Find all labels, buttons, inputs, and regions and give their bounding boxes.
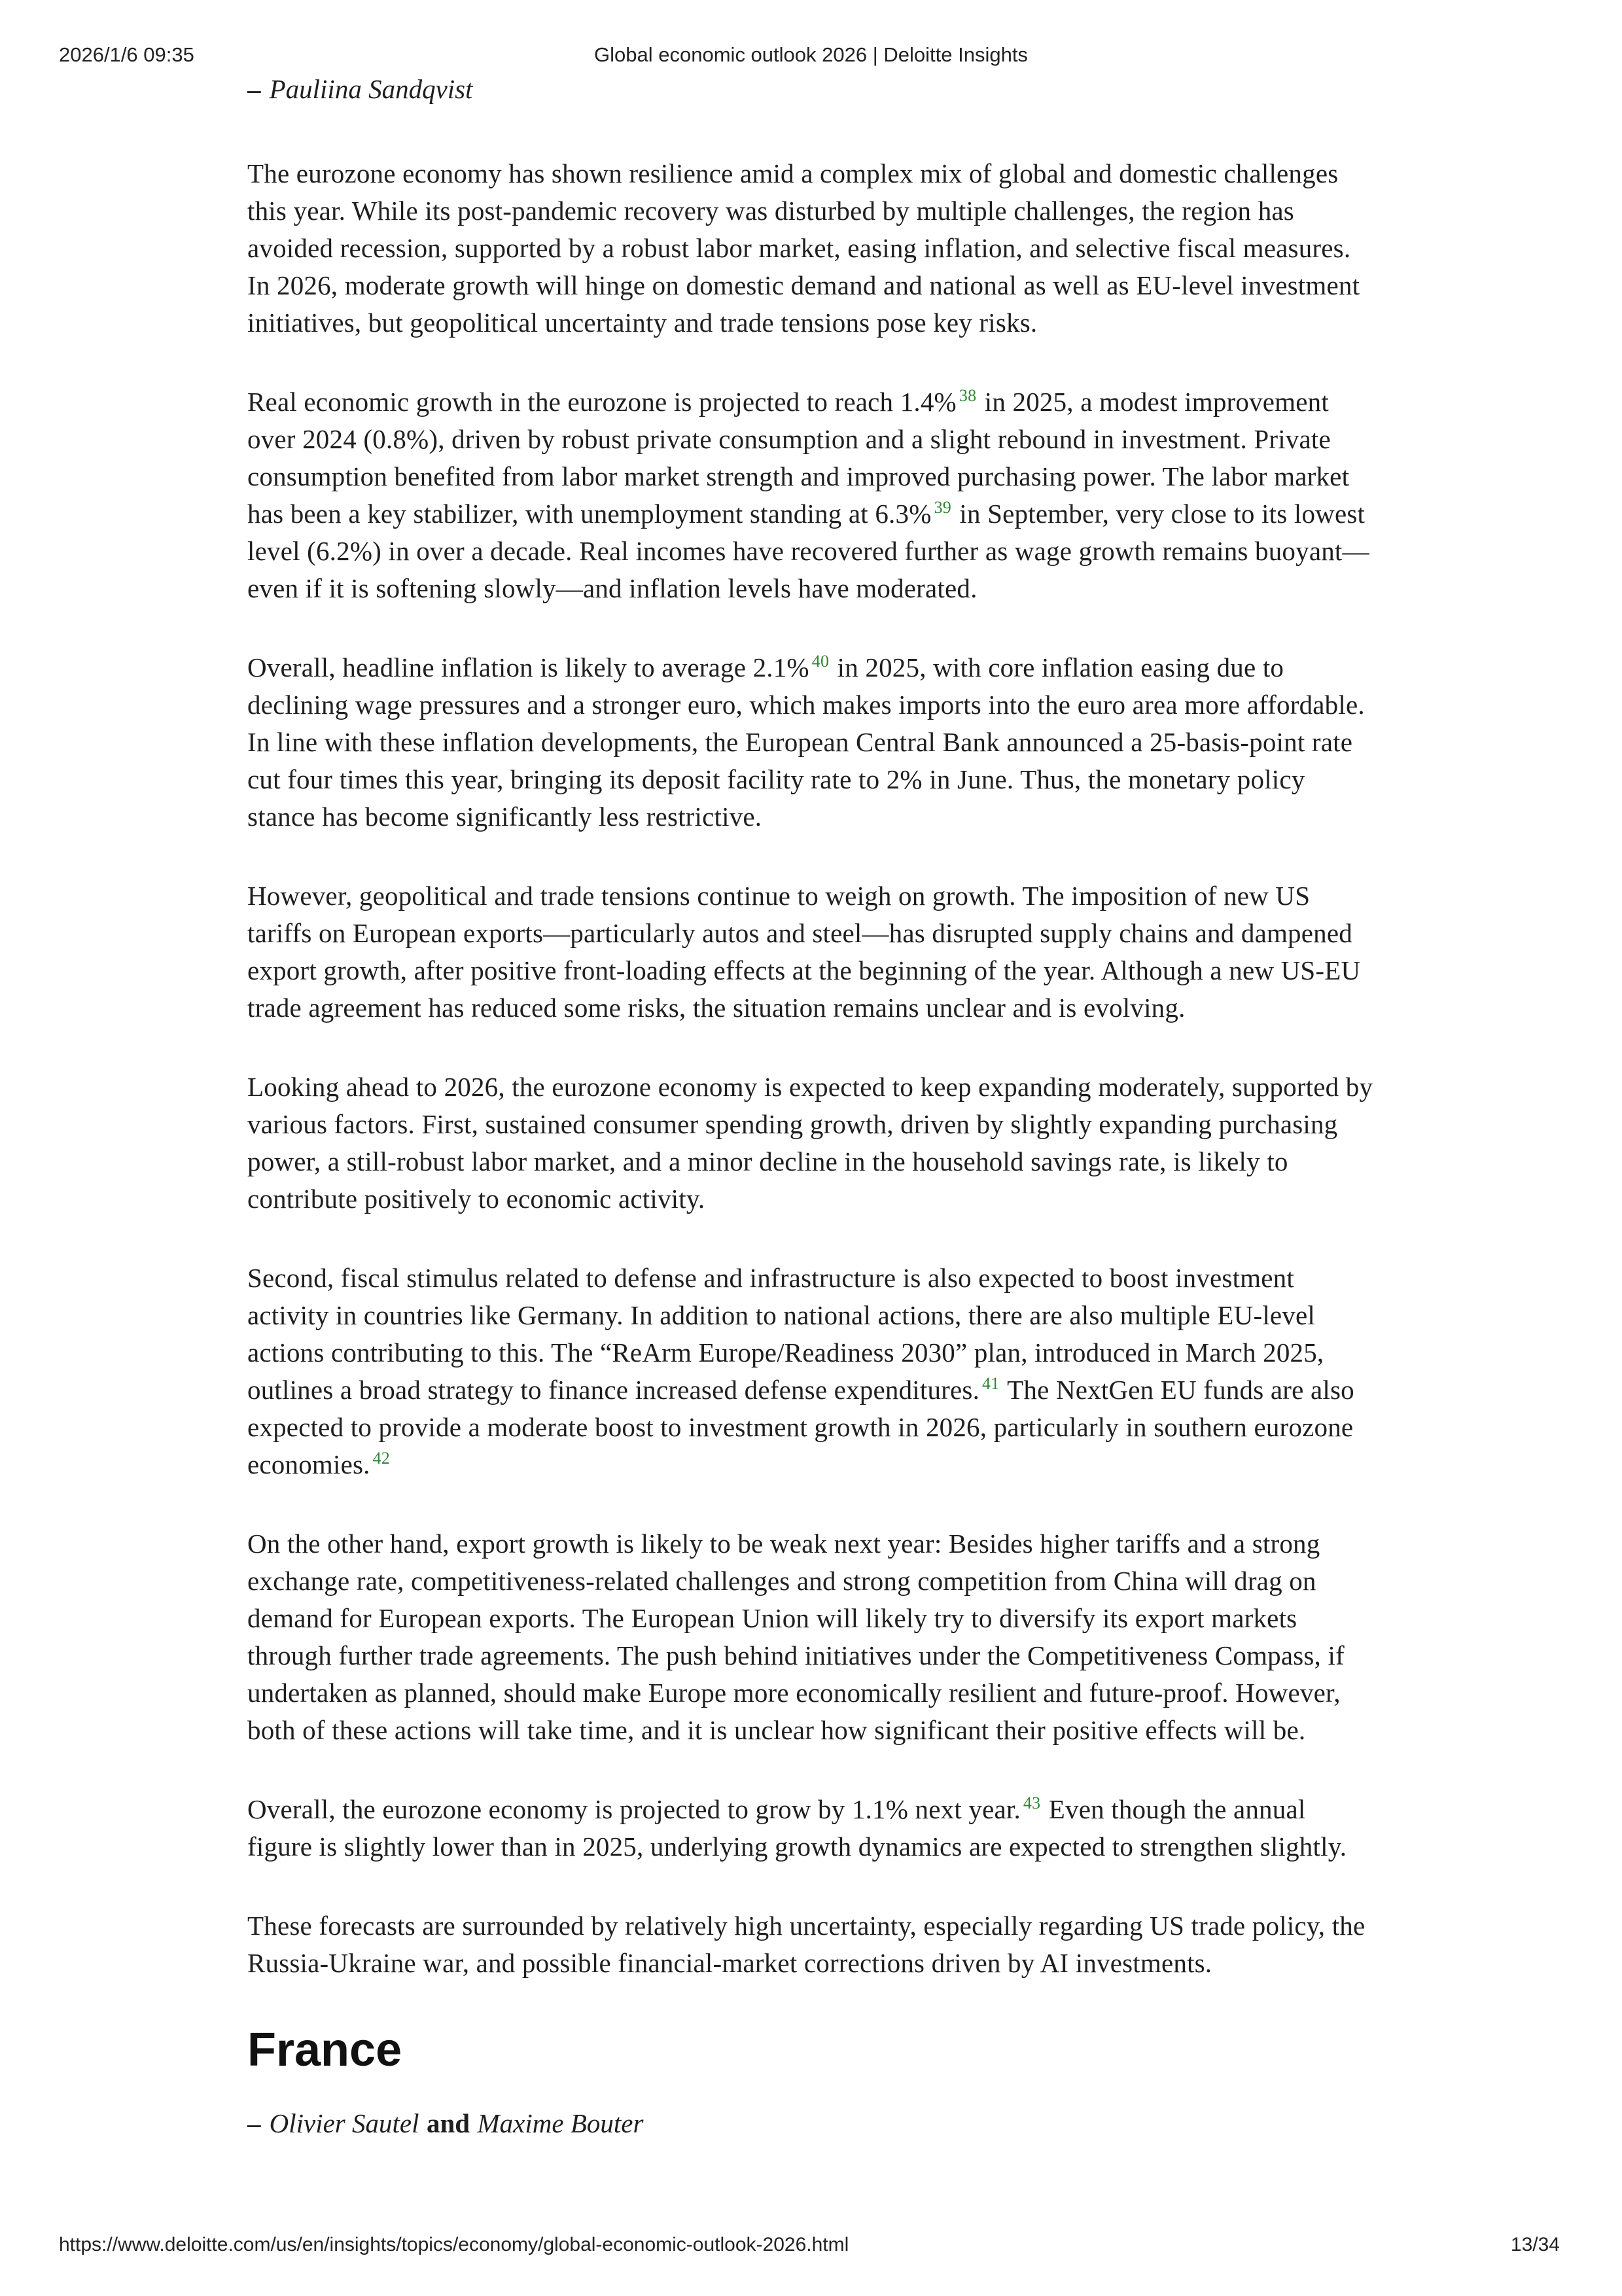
footnote-ref[interactable]: 43 bbox=[1023, 1793, 1041, 1813]
paragraph: These forecasts are surrounded by relatively high uncertainty, especially regarding US trade policy, the Russia-Ukraine war, and possible financial-market corrections driven by AI investments. bbox=[247, 1911, 1366, 1978]
footnote-ref[interactable]: 42 bbox=[372, 1449, 390, 1468]
paragraph: Looking ahead to 2026, the eurozone economy is expected to keep expanding moderately, supported by various factors. First, sustained consumer spending growth, driven by slightly expanding purchasing power, a still-robust labor market, and a minor decline in the household savings rate, is likely to contribute positively to economic activity. bbox=[247, 1072, 1373, 1214]
footer-url: https://www.deloitte.com/us/en/insights/topics/economy/global-economic-outlook-2026.html bbox=[59, 2234, 849, 2255]
byline-author: Maxime Bouter bbox=[477, 2108, 644, 2138]
header-datetime: 2026/1/6 09:35 bbox=[59, 43, 194, 66]
print-header bbox=[0, 43, 1622, 72]
print-footer bbox=[0, 2234, 1622, 2260]
byline-author: Olivier Sautel bbox=[269, 2108, 419, 2138]
footnote-ref[interactable]: 40 bbox=[811, 652, 830, 671]
article-content bbox=[247, 71, 1374, 2142]
paragraph: Real economic growth in the eurozone is projected to reach 1.4% $^{38}$ in 2025, a modest improvement over 2024 (0.8%), driven by robust private consumption and a slight rebound in investment. Private consumption benefited from labor market strength and improved purchasing power. The labor market has been a key stabilizer, with unemployment standing at 6.3% $^{39}$ in September, very close to its lowest level (6.2%) in over a decade. Real incomes have recovered further as wage growth remains buoyant—even if it is softening slowly—and inflation levels have moderated. bbox=[247, 386, 1369, 603]
article-body bbox=[247, 155, 1374, 1982]
author-byline bbox=[247, 71, 1374, 108]
byline-author: Pauliina Sandqvist bbox=[269, 74, 473, 104]
byline-dash: – bbox=[247, 74, 261, 104]
section-heading-france: France bbox=[247, 2024, 402, 2076]
paragraph: Overall, headline inflation is likely to average 2.1% $^{40}$ in 2025, with core inflation easing due to declining wage pressures and a stronger euro, which makes imports into the euro area more affordable. In line with these inflation developments, the European Central Bank announced a 25-basis-point rate cut four times this year, bringing its deposit facility rate to 2% in June. Thus, the monetary policy stance has become significantly less restrictive. bbox=[247, 652, 1365, 832]
section-byline bbox=[247, 2105, 1374, 2142]
paragraph: Overall, the eurozone economy is projected to grow by 1.1% next year. $^{43}$ Even though the annual figure is slightly lower than in 2025, underlying growth dynamics are expected to strengthen slightly. bbox=[247, 1793, 1347, 1862]
byline-conjunction: and bbox=[426, 2108, 470, 2138]
header-title: Global economic outlook 2026 | Deloitte Insights bbox=[594, 43, 1028, 66]
page-indicator: 13/34 bbox=[1510, 2234, 1560, 2255]
paragraph: On the other hand, export growth is likely to be weak next year: Besides higher tariffs and a strong exchange rate, competitiveness-related challenges and strong competition from China will drag on demand for European exports. The European Union will likely try to diversify its export markets through further trade agreements. The push behind initiatives under the Competitiveness Compass, if undertaken as planned, should make Europe more economically resilient and future-proof. However, both of these actions will take time, and it is unclear how significant their positive effects will be. bbox=[247, 1528, 1345, 1745]
footnote-ref[interactable]: 39 bbox=[934, 498, 951, 518]
byline-dash: – bbox=[247, 2108, 261, 2138]
paragraph: The eurozone economy has shown resilience amid a complex mix of global and domestic challenges this year. While its post-pandemic recovery was disturbed by multiple challenges, the region has avoided recession, supported by a robust labor market, easing inflation, and selective fiscal measures. In 2026, moderate growth will hinge on domestic demand and national as well as EU-level investment initiatives, but geopolitical uncertainty and trade tensions pose key risks. bbox=[247, 158, 1360, 338]
paragraph: However, geopolitical and trade tensions continue to weigh on growth. The imposition of new US tariffs on European exports—particularly autos and steel—has disrupted supply chains and dampened export growth, after positive front-loading effects at the beginning of the year. Although a new US-EU trade agreement has reduced some risks, the situation remains unclear and is evolving. bbox=[247, 881, 1361, 1023]
footnote-ref[interactable]: 38 bbox=[959, 386, 977, 406]
footnote-ref[interactable]: 41 bbox=[982, 1374, 1000, 1394]
paragraph: Second, fiscal stimulus related to defense and infrastructure is also expected to boost investment activity in countries like Germany. In addition to national actions, there are also multiple EU-level actions contributing to this. The “ReArm Europe/Readiness 2030” plan, introduced in March 2025, outlines a broad strategy to finance increased defense expenditures. $^{41}$ The NextGen EU funds are also expected to provide a moderate boost to investment growth in 2026, particularly in southern eurozone economies. $^{42}$ bbox=[247, 1263, 1354, 1479]
